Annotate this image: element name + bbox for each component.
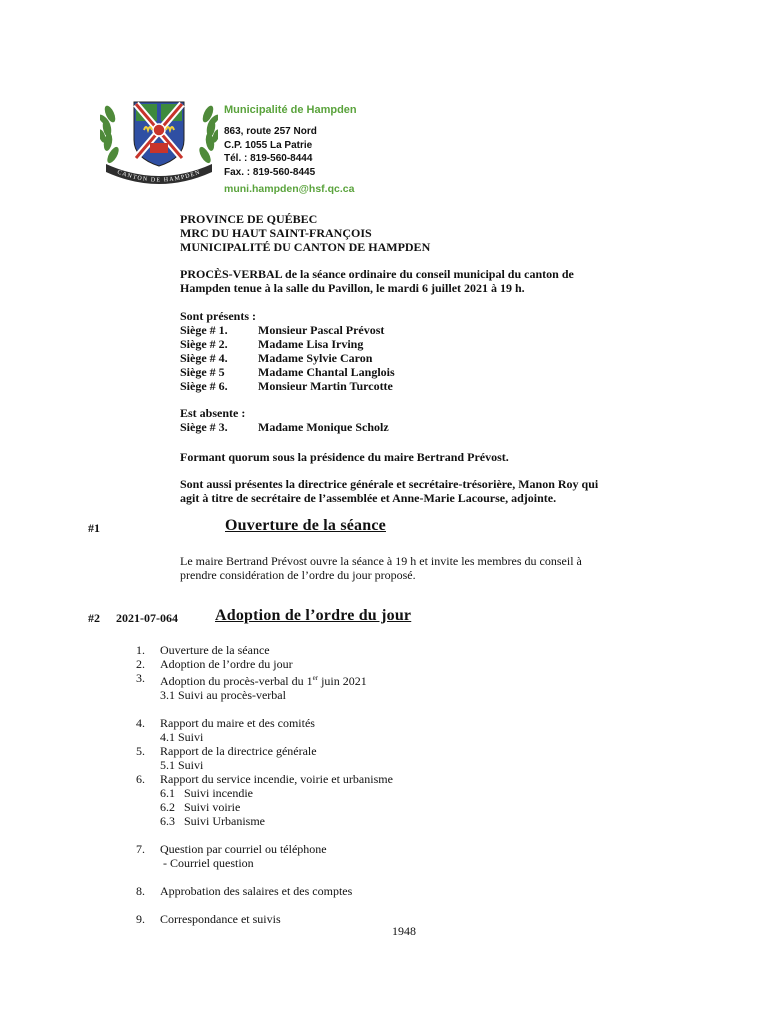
fax-number: Fax. : 819-560-8445 [224, 166, 316, 178]
municipality-contact-block [224, 104, 357, 195]
also-present-statement: Sont aussi présentes la directrice générale et secrétaire-trésorière, Manon Roy qui agit à titre de secrétaire de l’assemblée et Anne-Marie Lacourse, adjointe. [180, 477, 599, 505]
laurel-left-icon [100, 104, 121, 165]
item-2-number: #2 [88, 611, 100, 625]
item-2-resolution-number: 2021-07-064 [116, 611, 178, 625]
page-number: 1948 [392, 924, 416, 938]
municipality-line: MUNICIPALITÉ DU CANTON DE HAMPDEN [180, 240, 431, 254]
quorum-statement: Formant quorum sous la présidence du maire Bertrand Prévost. [180, 450, 509, 464]
absent-heading: Est absente : [180, 406, 246, 420]
minutes-title-line-2: Hampden tenue à la salle du Pavillon, le mardi 6 juillet 2021 à 19 h. [180, 281, 525, 295]
list-subitem: 6.1 Suivi incendie [160, 786, 253, 800]
logo-ribbon-text: CANTON DE HAMPDEN [116, 169, 202, 184]
present-members [180, 309, 395, 393]
list-item: 6. Rapport du service incendie, voirie et urbanisme [136, 772, 393, 786]
email-address[interactable]: muni.hampden@hsf.qc.ca [224, 183, 355, 195]
present-heading: Sont présents : [180, 309, 257, 323]
present-row: Siège # 4. Madame Sylvie Caron [180, 351, 373, 365]
list-subitem: 4.1 Suivi [160, 730, 204, 744]
list-subitem: 6.3 Suivi Urbanisme [160, 814, 265, 828]
list-subitem: - Courriel question [160, 856, 254, 870]
agenda-list [136, 643, 393, 926]
present-row: Siège # 5 Madame Chantal Langlois [180, 365, 395, 379]
phone-number: Tél. : 819-560-8444 [224, 153, 313, 164]
list-item: 7. Question par courriel ou téléphone [136, 842, 327, 856]
list-item: 8. Approbation des salaires et des comptes [136, 884, 353, 898]
minutes-title-line-1: PROCÈS-VERBAL de la séance ordinaire du conseil municipal du canton de [180, 267, 574, 281]
municipality-name: Municipalité de Hampden [224, 104, 357, 116]
address-line-1: 863, route 257 Nord [224, 126, 317, 137]
list-subitem: 6.2 Suivi voirie [160, 800, 241, 814]
list-item: 9. Correspondance et suivis [136, 912, 281, 926]
province-line: PROVINCE DE QUÉBEC [180, 212, 318, 226]
list-item: 4. Rapport du maire et des comités [136, 716, 315, 730]
laurel-right-icon [197, 104, 218, 165]
item-1-text: Le maire Bertrand Prévost ouvre la séance à 19 h et invite les membres du conseil à prendre considération de l’ordre du jour proposé. [180, 554, 582, 582]
item-2-title: Adoption de l’ordre du jour [215, 607, 412, 624]
present-row: Siège # 1. Monsieur Pascal Prévost [180, 323, 385, 337]
minutes-title [180, 267, 574, 295]
present-row: Siège # 2. Madame Lisa Irving [180, 337, 364, 351]
list-item: 3. Adoption du procès-verbal du 1er juin 2021 [136, 671, 367, 688]
list-item: 1. Ouverture de la séance [136, 643, 270, 657]
mrc-line: MRC DU HAUT SAINT-FRANÇOIS [180, 226, 372, 240]
list-subitem: 5.1 Suivi [160, 758, 204, 772]
present-row: Siège # 6. Monsieur Martin Turcotte [180, 379, 393, 393]
list-item: 2. Adoption de l’ordre du jour [136, 657, 293, 671]
coat-of-arms-shield-icon [134, 102, 184, 166]
absent-row: Siège # 3. Madame Monique Scholz [180, 420, 389, 434]
item-1-title: Ouverture de la séance [225, 517, 386, 534]
list-item: 5. Rapport de la directrice générale [136, 744, 317, 758]
item-1-number: #1 [88, 521, 100, 535]
municipality-logo [100, 96, 218, 186]
address-line-2: C.P. 1055 La Patrie [224, 139, 313, 151]
list-subitem: 3.1 Suivi au procès-verbal [160, 688, 286, 702]
location-heading [180, 212, 430, 254]
absent-members [180, 406, 389, 434]
